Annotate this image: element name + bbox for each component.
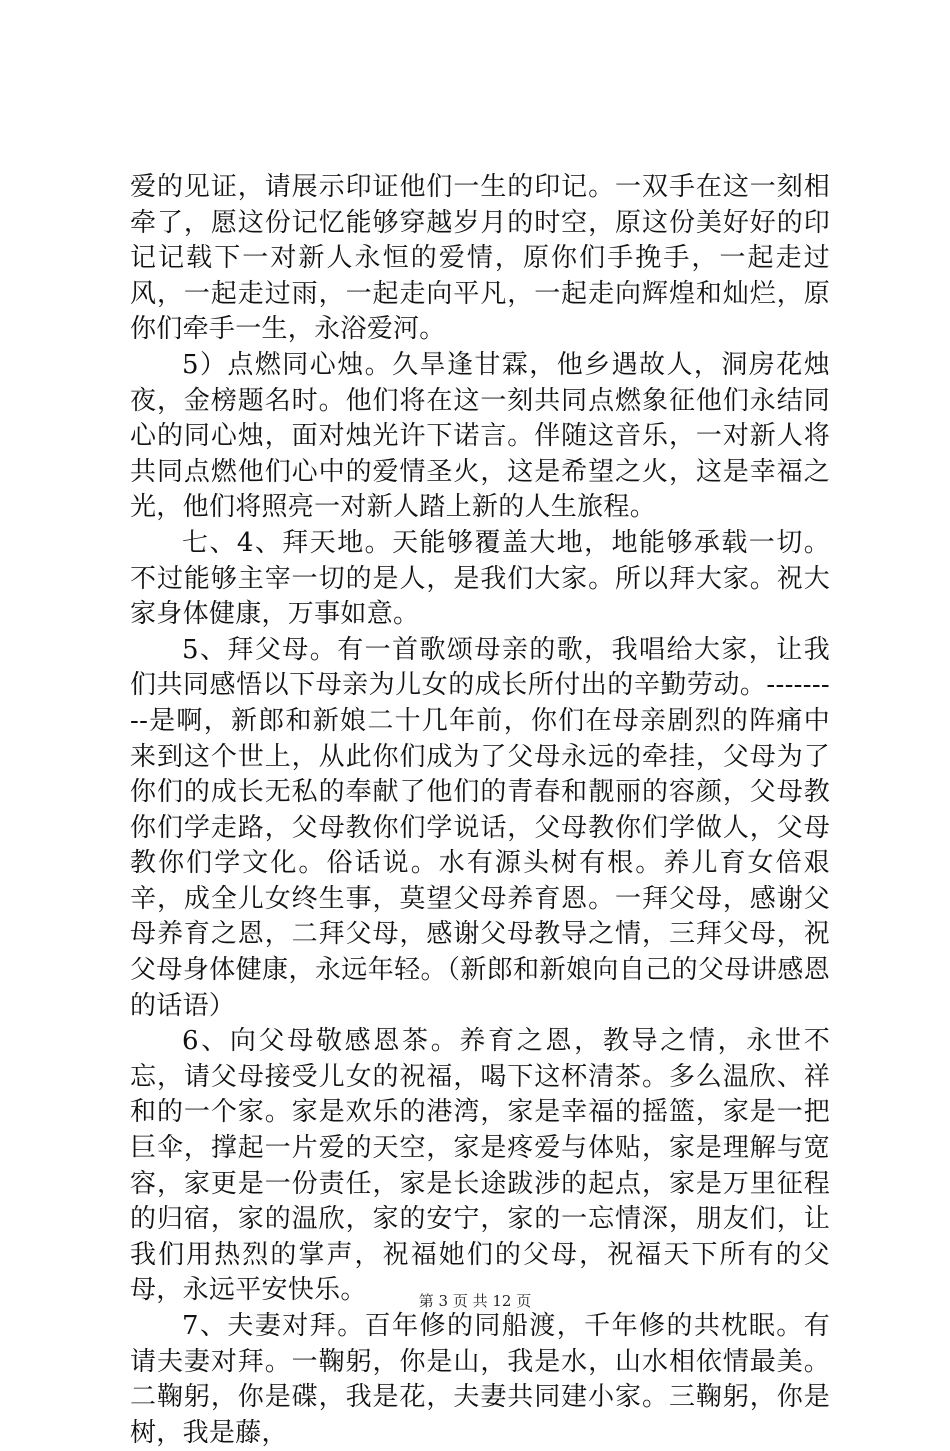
page-footer: 第 3 页 共 12 页 (418, 1292, 532, 1310)
paragraph-5: 6、向父母敬感恩茶。养育之恩，教导之情，永世不忘，请父母接受儿女的祝福，喝下这杯清茶。多么温欣、祥和的一个家。家是欢乐的港湾，家是幸福的摇篮，家是一把巨伞，撑起一片爱的天空，家是疼爱与体贴，家是理解与宽容，家更是一份责任，家是长途跋涉的起点，家是万里征程的归宿，家的温欣，家的安宁，家的一忘情深，朋友们，让我们用热烈的掌声，祝福她们的父母，祝福天下所有的父母，永远平安快乐。 (130, 1026, 830, 1306)
paragraph-1: 爱的见证，请展示印证他们一生的印记。一双手在这一刻相牵了，愿这份记忆能够穿越岁月的时空，原这份美好好的印记记载下一对新人永恒的爱情，原你们手挽手，一起走过风，一起走过雨，一起走向平凡，一起走向辉煌和灿烂，原你们牵手一生，永浴爱河。 (130, 172, 830, 345)
paragraph-4: 5、拜父母。有一首歌颂母亲的歌，我唱给大家，让我们共同感悟以下母亲为儿女的成长所付出的辛勤劳动。---------是啊，新郎和新娘二十几年前，你们在母亲剧烈的阵痛中来到这个世上，从此你们成为了父母永远的牵挂，父母为了你们的成长无私的奉献了他们的青春和靓丽的容颜，父母教你们学走路，父母教你们学说话，父母教你们学做人，父母教你们学文化。俗话说。水有源头树有根。养儿育女倍艰辛，成全儿女终生事，莫望父母养育恩。一拜父母，感谢父母养育之恩，二拜父母，感谢父母教导之情，三拜父母，祝父母身体健康，永远年轻。（新郎和新娘向自己的父母讲感恩的话语） (130, 634, 830, 1021)
body-text (130, 170, 830, 1451)
paragraph-3: 七、4、拜天地。天能够覆盖大地，地能够承载一切。不过能够主宰一切的是人，是我们大家。所以拜大家。祝大家身体健康，万事如意。 (130, 527, 830, 630)
paragraph-6: 7、夫妻对拜。百年修的同船渡，千年修的共枕眠。有请夫妻对拜。一鞠躬，你是山，我是水，山水相依情最美。二鞠躬，你是碟，我是花，夫妻共同建小家。三鞠躬，你是树，我是藤， (130, 1311, 830, 1448)
paragraph-2: 5）点燃同心烛。久旱逢甘霖，他乡遇故人，洞房花烛夜，金榜题名时。他们将在这一刻共同点燃象征他们永结同心的同心烛，面对烛光许下诺言。伴随这音乐，一对新人将共同点燃他们心中的爱情圣火，这是希望之火，这是幸福之光，他们将照亮一对新人踏上新的人生旅程。 (130, 349, 830, 523)
